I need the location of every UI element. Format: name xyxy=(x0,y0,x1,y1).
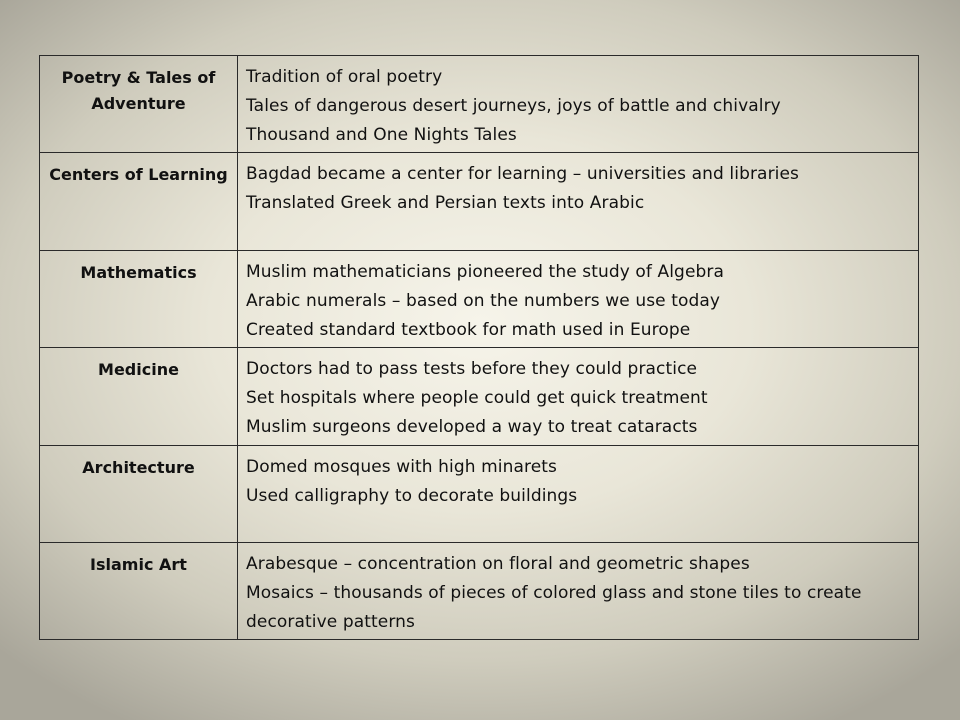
topic-cell: Poetry & Tales of Adventure xyxy=(40,56,238,153)
topic-cell: Mathematics xyxy=(40,251,238,348)
description-line: Created standard textbook for math used in Europe xyxy=(246,320,691,340)
description-line: Used calligraphy to decorate buildings xyxy=(246,486,578,506)
description-cell xyxy=(238,56,919,153)
description-line: Thousand and One Nights Tales xyxy=(246,125,517,145)
table-row xyxy=(40,56,919,153)
topic-cell: Medicine xyxy=(40,348,238,446)
table-row xyxy=(40,543,919,640)
description-line: Arabic numerals – based on the numbers we use today xyxy=(246,291,721,311)
description-line: Tales of dangerous desert journeys, joys of battle and chivalry xyxy=(246,96,781,116)
topics-table xyxy=(39,55,919,640)
topic-cell: Islamic Art xyxy=(40,543,238,640)
topic-cell: Architecture xyxy=(40,446,238,543)
description-line: Mosaics – thousands of pieces of colored glass and stone tiles to create decorative patterns xyxy=(246,583,862,632)
description-line: Bagdad became a center for learning – universities and libraries xyxy=(246,164,799,184)
description-line: Set hospitals where people could get quick treatment xyxy=(246,388,708,408)
description-cell xyxy=(238,446,919,543)
topic-cell: Centers of Learning xyxy=(40,153,238,251)
description-line: Muslim mathematicians pioneered the study of Algebra xyxy=(246,262,724,282)
description-cell xyxy=(238,251,919,348)
description-line: Doctors had to pass tests before they could practice xyxy=(246,359,698,379)
description-cell xyxy=(238,153,919,251)
table-row xyxy=(40,153,919,251)
description-line: Muslim surgeons developed a way to treat cataracts xyxy=(246,417,698,437)
description-cell xyxy=(238,348,919,446)
table-row xyxy=(40,251,919,348)
description-line: Tradition of oral poetry xyxy=(246,67,443,87)
table-row xyxy=(40,348,919,446)
description-line: Domed mosques with high minarets xyxy=(246,457,558,477)
description-cell xyxy=(238,543,919,640)
description-line: Translated Greek and Persian texts into Arabic xyxy=(246,193,645,213)
description-line: Arabesque – concentration on floral and geometric shapes xyxy=(246,554,750,574)
table-row xyxy=(40,446,919,543)
